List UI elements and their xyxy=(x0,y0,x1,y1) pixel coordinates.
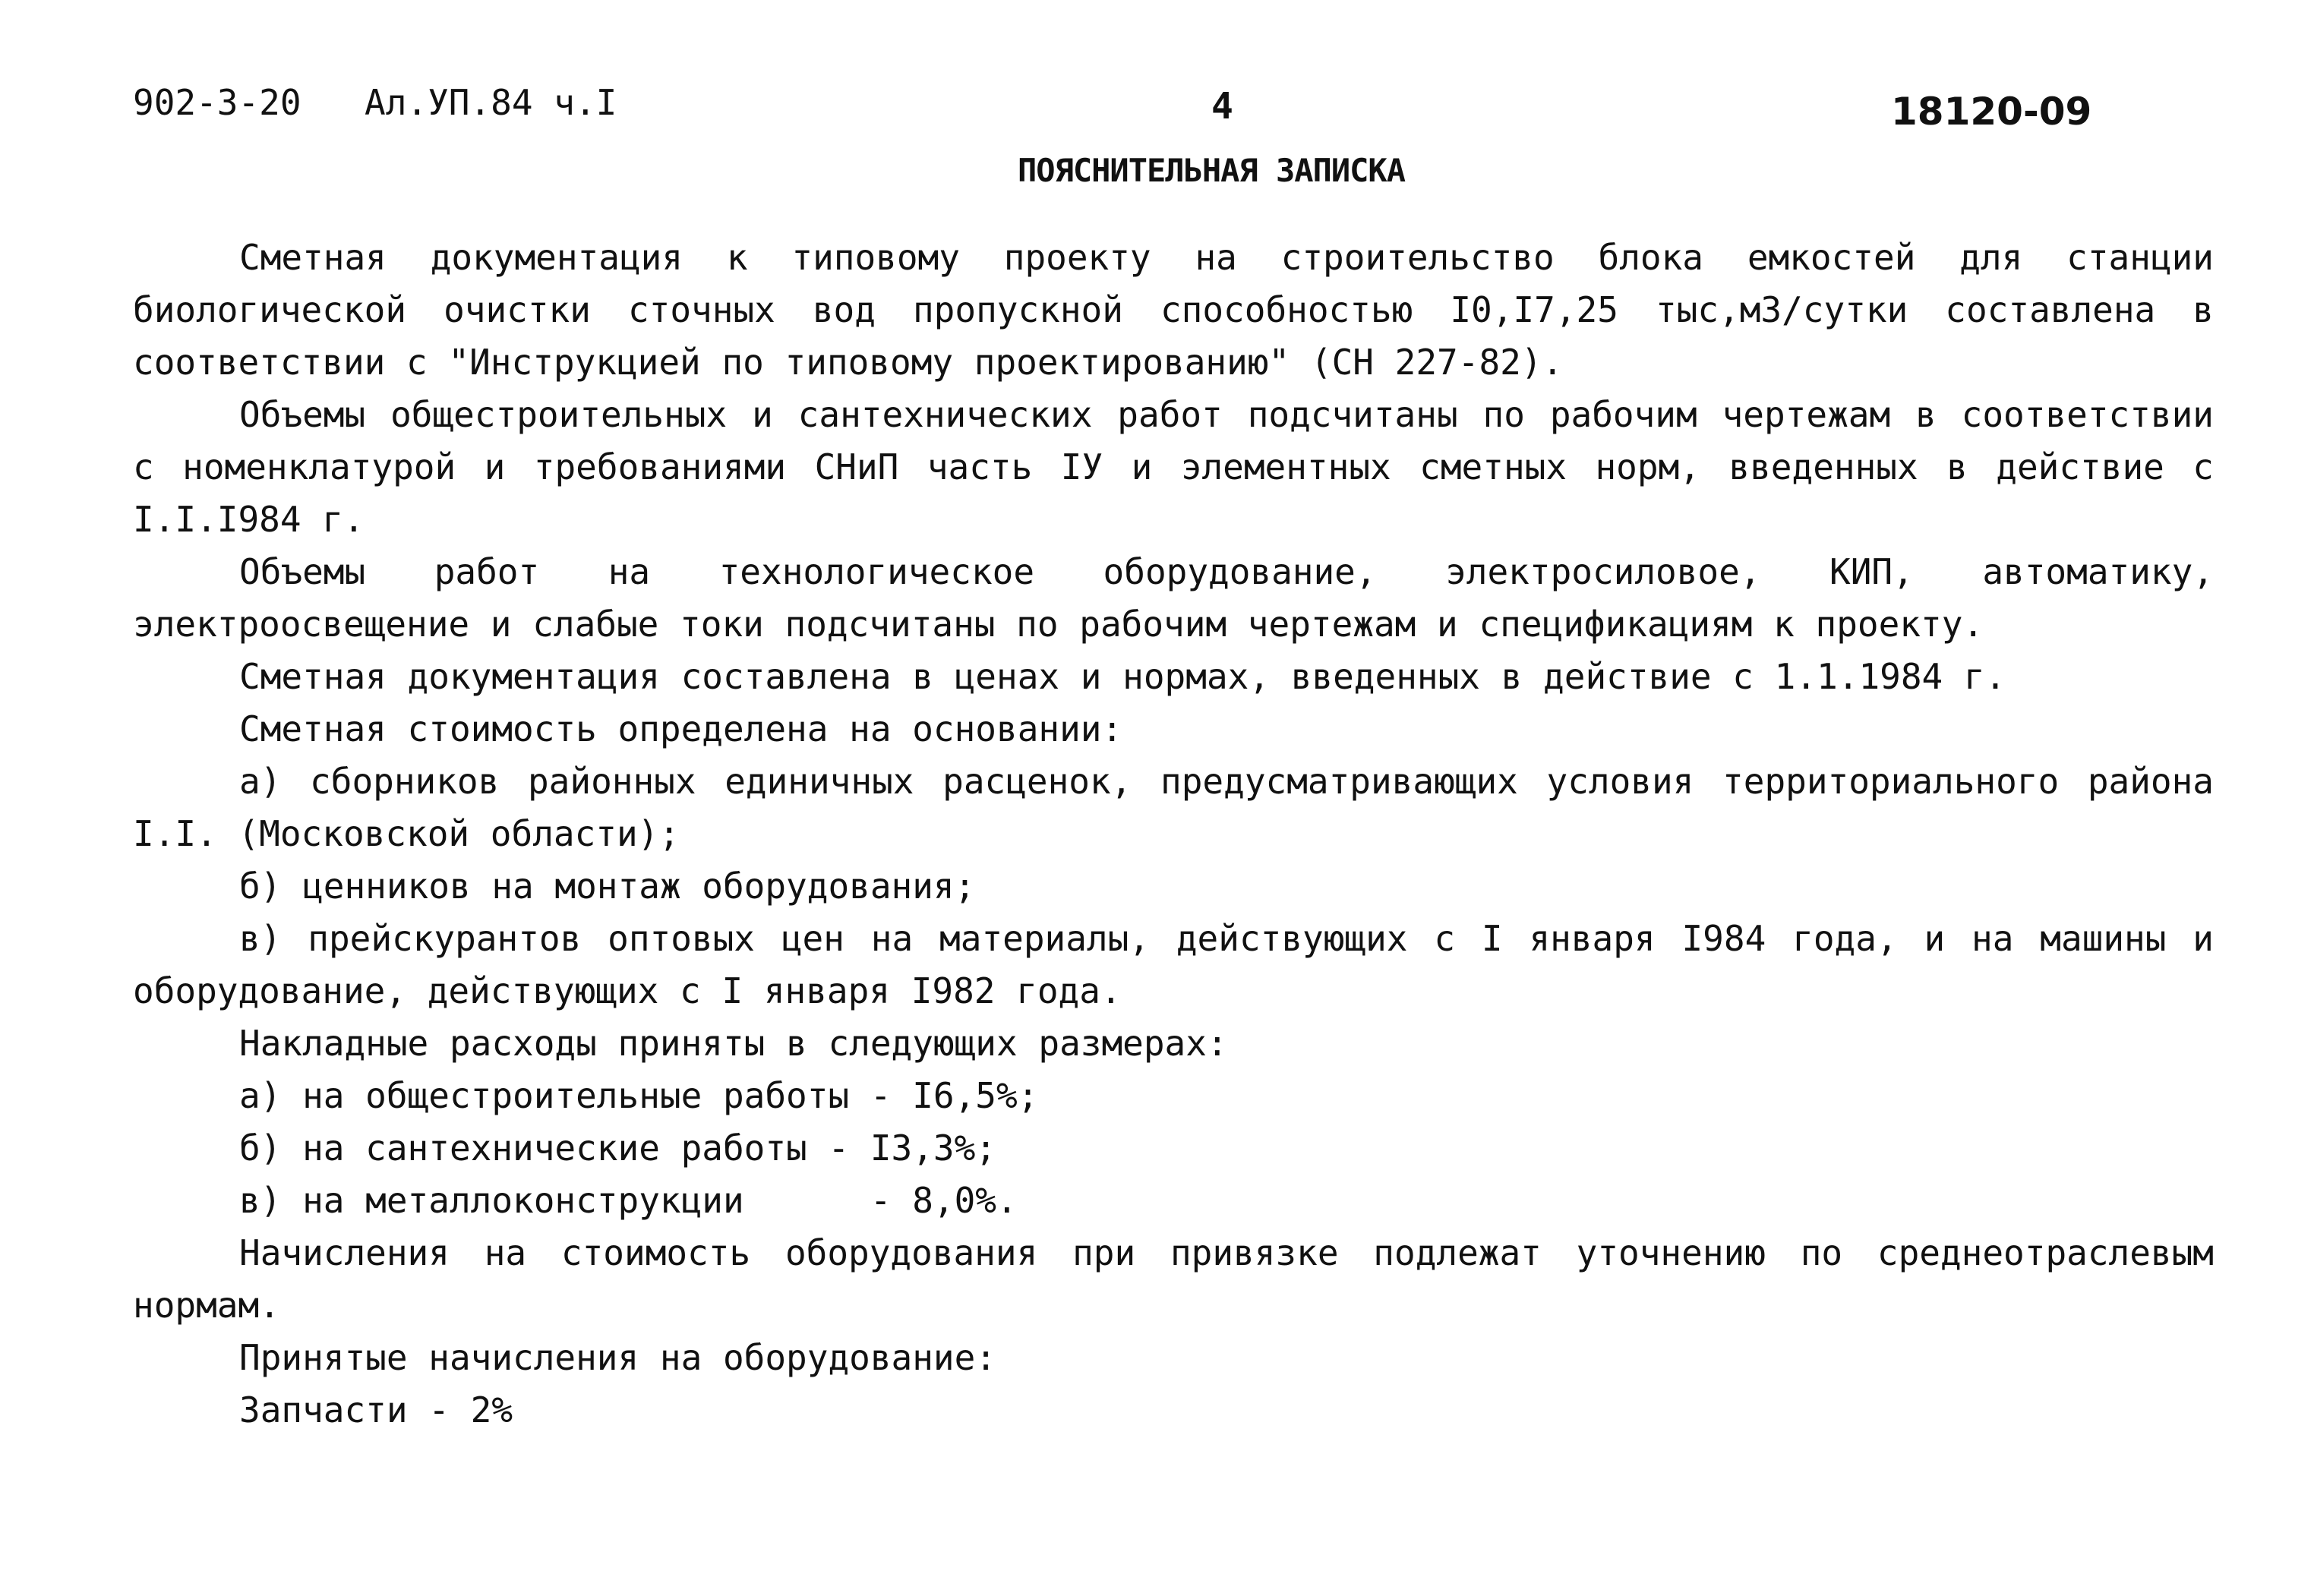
paragraph-prices-norms: Сметная документация составлена в ценах и нормах, введенных в действие с 1.1.1984 г. xyxy=(239,656,2006,697)
list-item-overhead-plumbing: б) на сантехнические работы - I3,3%; xyxy=(239,1128,996,1169)
page-number: 4 xyxy=(1211,85,1233,128)
document-code: 902-3-20 xyxy=(133,82,301,123)
inventory-number: 18120-09 xyxy=(1891,90,2092,134)
document-title: ПОЯСНИТЕЛЬНАЯ ЗАПИСКА xyxy=(1018,152,1406,189)
list-item-overhead-metal: в) на металлоконструкции - 8,0%. xyxy=(239,1180,1018,1221)
paragraph-documentation-basis: Сметная документация к типовому проекту на строительство блока емкостей для станции биологической очистки сточных вод пропускной способностью I0,I7,25 тыс,м3/сутки составлена в соответствии с "Инструкцией по типовому проектированию" (СН 227-82). xyxy=(133,237,2214,383)
paragraph-volumes-construction: Объемы общестроительных и сантехнических работ подсчитаны по рабочим чертежам в соответствии с номенклатурой и требованиями СНиП часть IУ и элементных сметных норм, введенных в действие с I.I.I984 г. xyxy=(133,394,2214,540)
album-reference: Ал.УП.84 ч.I xyxy=(365,82,617,123)
paragraph-spare-parts: Запчасти - 2% xyxy=(239,1389,513,1430)
document-body xyxy=(133,232,2214,1437)
paragraph-accepted-charges: Принятые начисления на оборудование: xyxy=(239,1337,996,1378)
list-item-price-lists-installation: б) ценников на монтаж оборудования; xyxy=(239,866,976,907)
paragraph-equipment-charges: Начисления на стоимость оборудования при привязке подлежат уточнению по среднеотраслевым нормам. xyxy=(133,1232,2214,1326)
list-item-rates: а) сборников районных единичных расценок, предусматривающих условия территориального района I.I. (Московской области); xyxy=(133,761,2214,854)
paragraph-volumes-equipment: Объемы работ на технологическое оборудование, электросиловое, КИП, автоматику, электроосвещение и слабые токи подсчитаны по рабочим чертежам и спецификациям к проекту. xyxy=(133,551,2214,645)
list-item-wholesale-prices: в) прейскурантов оптовых цен на материалы, действующих с I января I984 года, и на машины и оборудование, действующих с I января I982 года. xyxy=(133,918,2214,1011)
paragraph-cost-basis: Сметная стоимость определена на основании: xyxy=(239,708,1123,749)
paragraph-overheads: Накладные расходы приняты в следующих размерах: xyxy=(239,1023,1228,1064)
list-item-overhead-construction: а) на общестроительные работы - I6,5%; xyxy=(239,1075,1039,1116)
